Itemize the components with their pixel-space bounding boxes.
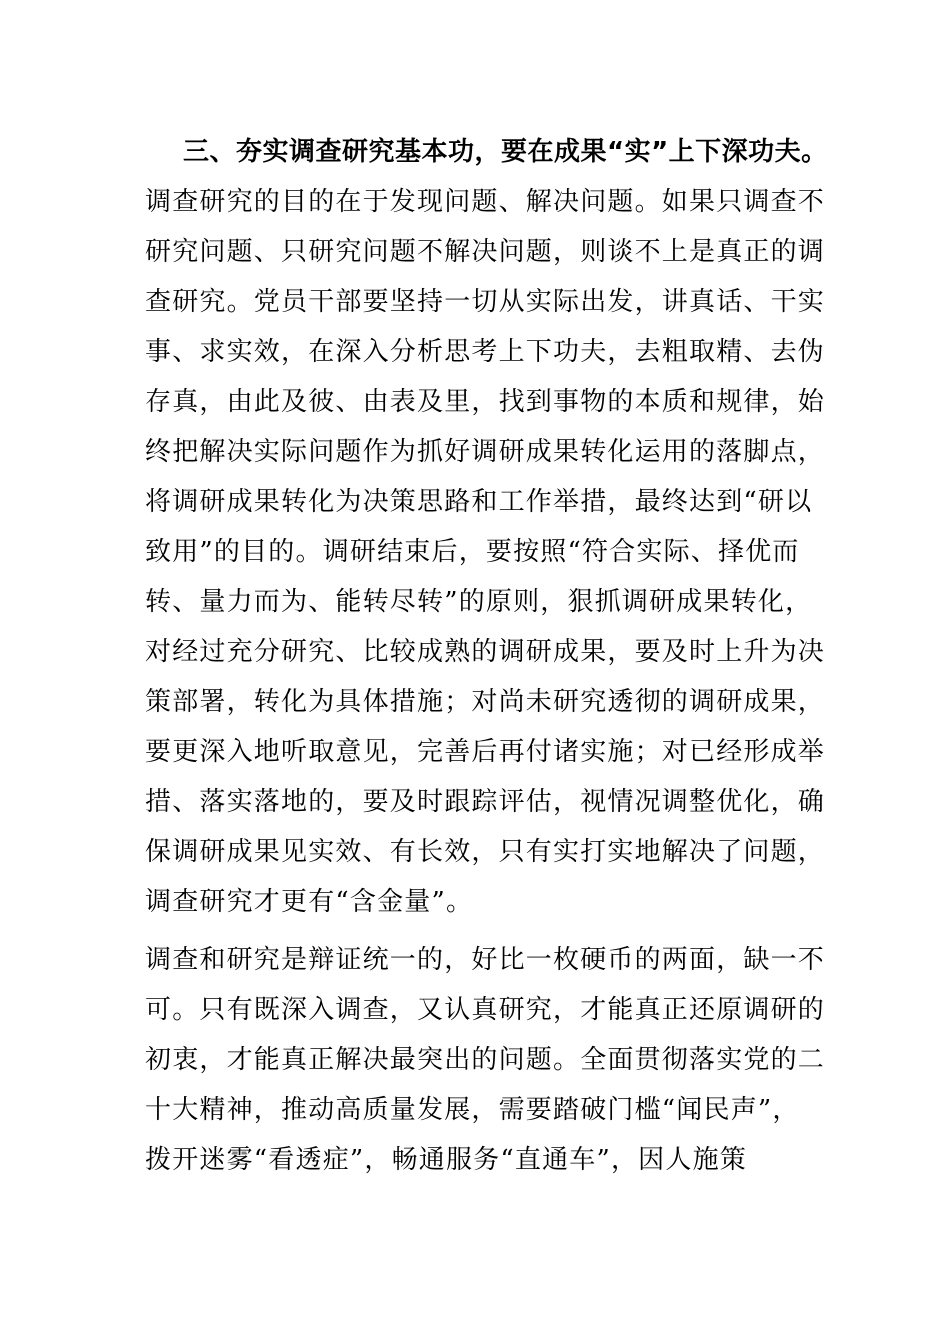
paragraph-1-line: 措、落实落地的，要及时跟踪评估，视情况调整优化，确	[145, 787, 826, 817]
paragraph-2-line: 调查和研究是辩证统一的，好比一枚硬币的两面，缺一不	[145, 945, 826, 975]
paragraph-1-line: 存真，由此及彼、由表及里，找到事物的本质和规律，始	[145, 387, 826, 417]
paragraph-2-line: 初衷，才能真正解决最突出的问题。全面贯彻落实党的二	[145, 1045, 826, 1075]
paragraph-1-line: 事、求实效，在深入分析思考上下功夫，去粗取精、去伪	[145, 337, 826, 367]
paragraph-1-line: 要更深入地听取意见，完善后再付诸实施；对已经形成举	[145, 737, 826, 767]
paragraph-1-line: 对经过充分研究、比较成熟的调研成果，要及时上升为决	[145, 637, 826, 667]
paragraph-1-line: 研究问题、只研究问题不解决问题，则谈不上是真正的调	[145, 237, 826, 267]
paragraph-1-line: 查研究。党员干部要坚持一切从实际出发，讲真话、干实	[145, 287, 826, 317]
paragraph-1-line: 调查研究才更有“含金量”。	[145, 887, 474, 917]
paragraph-2-line: 十大精神，推动高质量发展，需要踏破门槛“闻民声”，	[145, 1095, 800, 1125]
paragraph-2-line: 可。只有既深入调查，又认真研究，才能真正还原调研的	[145, 995, 826, 1025]
paragraph-1-line: 保调研成果见实效、有长效，只有实打实地解决了问题，	[145, 837, 826, 867]
paragraph-1-line: 调查研究的目的在于发现问题、解决问题。如果只调查不	[145, 187, 826, 217]
paragraph-1-line: 转、量力而为、能转尽转”的原则，狠抓调研成果转化，	[145, 587, 813, 617]
paragraph-1-line: 终把解决实际问题作为抓好调研成果转化运用的落脚点，	[145, 437, 826, 467]
paragraph-1-line: 策部署，转化为具体措施；对尚未研究透彻的调研成果，	[145, 687, 826, 717]
paragraph-1-line: 致用”的目的。调研结束后，要按照“符合实际、择优而	[145, 537, 800, 567]
section-heading: 三、夯实调查研究基本功，要在成果“实”上下深功夫。	[183, 137, 828, 167]
paragraph-1-line: 将调研成果转化为决策思路和工作举措，最终达到“研以	[145, 487, 813, 517]
paragraph-2-line: 拨开迷雾“看透症”，畅通服务“直通车”，因人施策	[145, 1145, 747, 1175]
